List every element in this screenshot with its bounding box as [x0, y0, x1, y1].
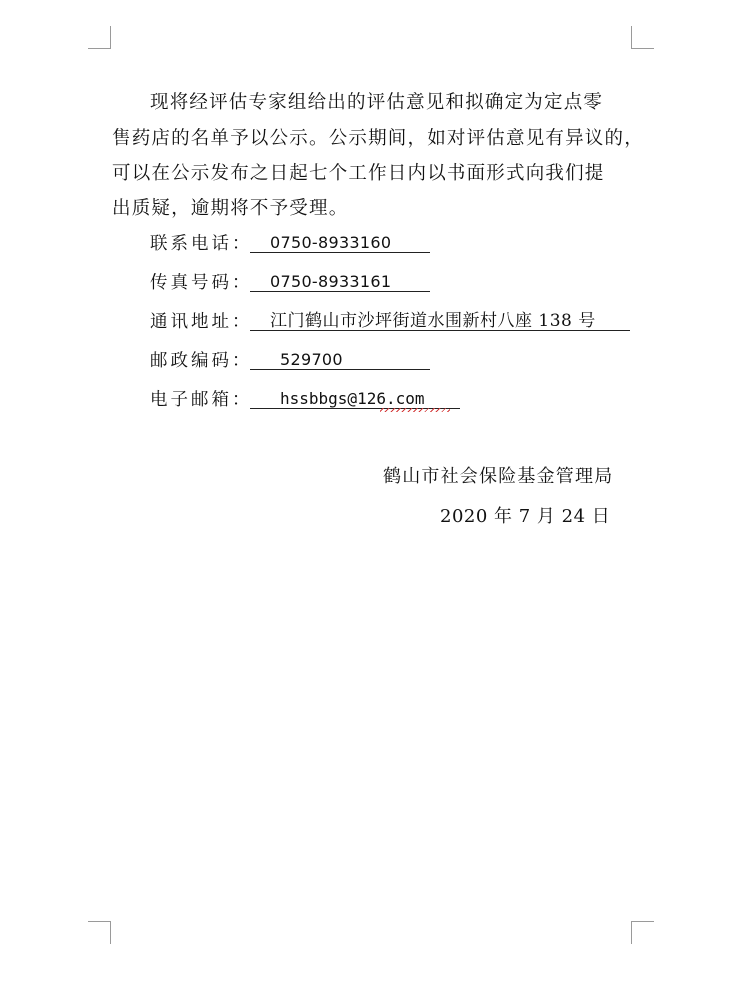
crop-mark-bottom-right [631, 921, 654, 944]
email-label: 电子邮箱： [150, 390, 253, 410]
crop-mark-top-left [88, 26, 111, 49]
crop-mark-top-right [631, 26, 654, 49]
signature-organization: 鹤山市社会保险基金管理局 [383, 466, 614, 487]
address-value: 江门鹤山市沙坪街道水围新村八座 138 号 [250, 310, 630, 331]
phone-label: 联系电话： [150, 234, 253, 254]
fax-value: 0750-8933161 [250, 271, 430, 292]
fax-field [150, 271, 392, 295]
fax-label: 传真号码： [150, 273, 253, 293]
email-field [150, 388, 425, 412]
email-value[interactable] [250, 388, 460, 409]
postcode-value: 529700 [250, 349, 430, 370]
paragraph-line-1: 现将经评估专家组给出的评估意见和拟确定为定点零 [150, 92, 604, 113]
address-field [150, 310, 596, 334]
postcode-label: 邮政编码： [150, 351, 253, 371]
paragraph-line-3: 可以在公示发布之日起七个工作日内以书面形式向我们提 [112, 163, 605, 184]
email-text: hssbbgs@126.com [280, 389, 425, 408]
paragraph-line-2: 售药店的名单予以公示。公示期间，如对评估意见有异议的， [112, 128, 644, 149]
signature-date: 2020 年 7 月 24 日 [440, 506, 611, 527]
spellcheck-underline [380, 408, 450, 412]
postcode-field [150, 349, 343, 373]
phone-value: 0750-8933160 [250, 232, 430, 253]
phone-field [150, 232, 392, 256]
address-label: 通讯地址： [150, 312, 253, 332]
crop-mark-bottom-left [88, 921, 111, 944]
paragraph-line-4: 出质疑，逾期将不予受理。 [112, 198, 349, 219]
